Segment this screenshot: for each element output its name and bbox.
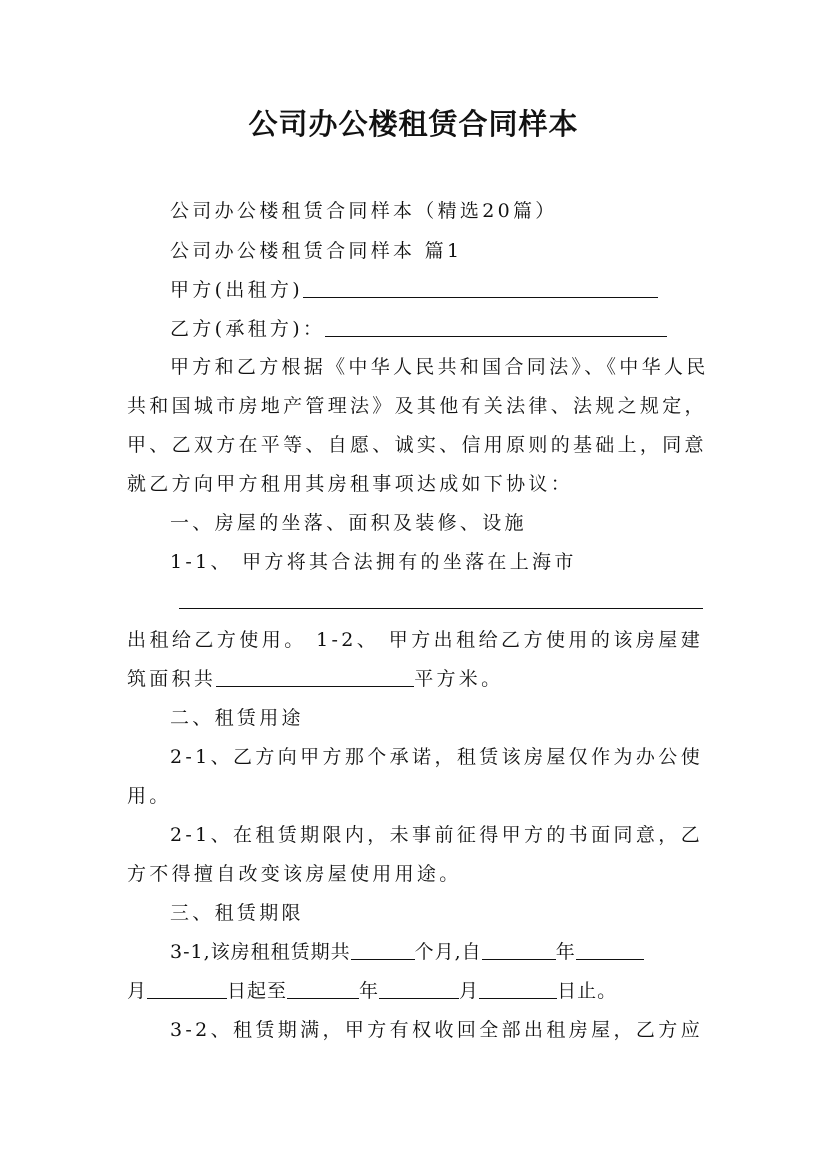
end-year-blank	[287, 980, 359, 999]
paragraph-line: 甲、乙双方在平等、自愿、诚实、信用原则的基础上，同意	[127, 434, 707, 456]
year-label: 年	[359, 980, 380, 1002]
term-months-blank	[351, 941, 415, 960]
term-months-label: 个月,自	[414, 941, 482, 963]
year-label: 年	[555, 941, 576, 963]
month-label: 月	[459, 980, 480, 1002]
day-end-label: 日止。	[557, 980, 618, 1002]
clause-line: 出租给乙方使用。 1-2、 甲方出租给乙方使用的该房屋建	[127, 629, 703, 651]
paragraph-line: 就乙方向甲方租用其房租事项达成如下协议：	[127, 473, 574, 495]
term-line	[127, 980, 703, 1002]
party-a-blank	[303, 279, 658, 298]
paragraph-line: 共和国城市房地产管理法》及其他有关法律、法规之规定，	[127, 395, 707, 417]
term-label: 3-1,该房租租赁期共	[170, 941, 351, 963]
start-year-blank	[482, 941, 556, 960]
party-a-label: 甲方(出租方)	[170, 279, 303, 301]
start-month-blank	[576, 941, 644, 960]
party-a-line	[170, 279, 703, 301]
area-blank	[216, 668, 414, 687]
clause-line: 1-1、 甲方将其合法拥有的坐落在上海市	[170, 551, 577, 573]
clause-line: 3-2、租赁期满，甲方有权收回全部出租房屋，乙方应	[170, 1019, 703, 1041]
day-from-label: 日起至	[227, 980, 288, 1002]
party-b-label: 乙方(承租方)：	[170, 318, 326, 340]
end-month-blank	[379, 980, 459, 999]
party-b-blank	[325, 318, 667, 337]
article-heading: 三、租赁期限	[170, 902, 304, 924]
area-unit: 平方米。	[414, 668, 504, 690]
article-heading: 二、租赁用途	[170, 707, 304, 729]
clause-line: 2-1、在租赁期限内，未事前征得甲方的书面同意，乙	[170, 824, 703, 846]
section-heading-line: 公司办公楼租赁合同样本 篇1	[170, 240, 463, 262]
document-title: 公司办公楼租赁合同样本	[248, 107, 579, 141]
party-b-line	[170, 318, 703, 340]
article-heading: 一、房屋的坐落、面积及装修、设施	[170, 512, 527, 534]
end-day-blank	[479, 980, 557, 999]
area-label: 筑面积共	[127, 668, 217, 690]
paragraph-line: 甲方和乙方根据《中华人民共和国合同法》、《中华人民	[170, 356, 709, 378]
address-blank	[179, 590, 703, 609]
clause-line: 2-1、乙方向甲方那个承诺，租赁该房屋仅作为办公使	[170, 746, 703, 768]
clause-line: 用。	[127, 785, 172, 807]
month-label: 月	[127, 980, 148, 1002]
area-line	[127, 668, 703, 690]
term-line	[170, 941, 703, 963]
start-day-blank	[147, 980, 227, 999]
clause-line: 方不得擅自改变该房屋使用用途。	[127, 863, 462, 885]
subtitle-line: 公司办公楼租赁合同样本（精选20篇）	[170, 200, 558, 222]
address-blank-line	[170, 590, 703, 612]
